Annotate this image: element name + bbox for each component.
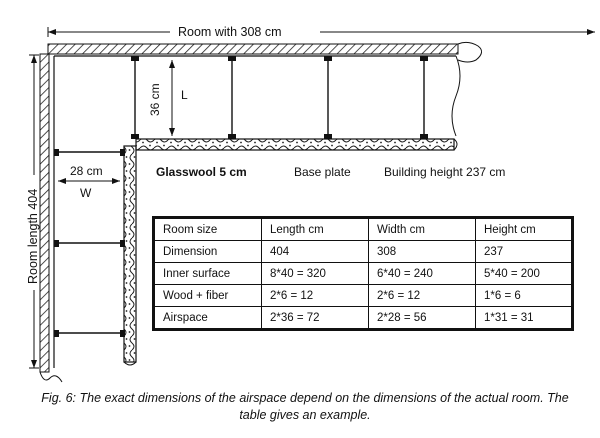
table-row <box>154 285 573 307</box>
gap-l-value-label: 36 cm <box>148 83 162 116</box>
table-cell: 237 <box>476 241 573 263</box>
table-row <box>154 241 573 263</box>
table-cell: 2*28 = 56 <box>369 307 476 330</box>
room-length-label: Room length 404 <box>26 188 40 284</box>
left-glasswool-strip <box>124 146 136 365</box>
room-width-dimension <box>48 27 595 37</box>
table-header-cell: Height cm <box>476 218 573 241</box>
top-glasswool-strip <box>136 139 457 150</box>
table-cell: 404 <box>262 241 369 263</box>
table-header-cell: Room size <box>154 218 262 241</box>
gap-l-symbol-label: L <box>181 88 188 102</box>
table-cell: 1*6 = 6 <box>476 285 573 307</box>
baseplate-label: Base plate <box>294 165 351 179</box>
table-cell: 8*40 = 320 <box>262 263 369 285</box>
table-cell: 1*31 = 31 <box>476 307 573 330</box>
table-cell: Dimension <box>154 241 262 263</box>
gap-w-symbol-label: W <box>80 186 92 200</box>
table-row <box>154 263 573 285</box>
figure-caption: Fig. 6: The exact dimensions of the airspace depend on the dimensions of the actual room. The table gives an example. <box>41 391 569 422</box>
table-cell: 6*40 = 240 <box>369 263 476 285</box>
table-cell: Airspace <box>154 307 262 330</box>
table-header-row <box>154 218 573 241</box>
table-cell: 308 <box>369 241 476 263</box>
glasswool-label: Glasswool 5 cm <box>156 165 247 179</box>
table-cell: Inner surface <box>154 263 262 285</box>
gap-w-dimension <box>58 178 120 184</box>
table-header-cell: Length cm <box>262 218 369 241</box>
table-cell: 2*6 = 12 <box>369 285 476 307</box>
table-row <box>154 307 573 330</box>
building-height-label: Building height 237 cm <box>384 165 506 179</box>
table-header-cell: Width cm <box>369 218 476 241</box>
room-width-label: Room with 308 cm <box>178 25 282 39</box>
gap-l-dimension <box>169 60 175 136</box>
outer-wall <box>40 42 482 382</box>
table-cell: 2*36 = 72 <box>262 307 369 330</box>
top-battens <box>131 56 428 139</box>
dimension-table <box>152 216 574 331</box>
table-cell: 5*40 = 200 <box>476 263 573 285</box>
table-cell: 2*6 = 12 <box>262 285 369 307</box>
table-cell: Wood + fiber <box>154 285 262 307</box>
gap-w-value-label: 28 cm <box>70 164 103 178</box>
